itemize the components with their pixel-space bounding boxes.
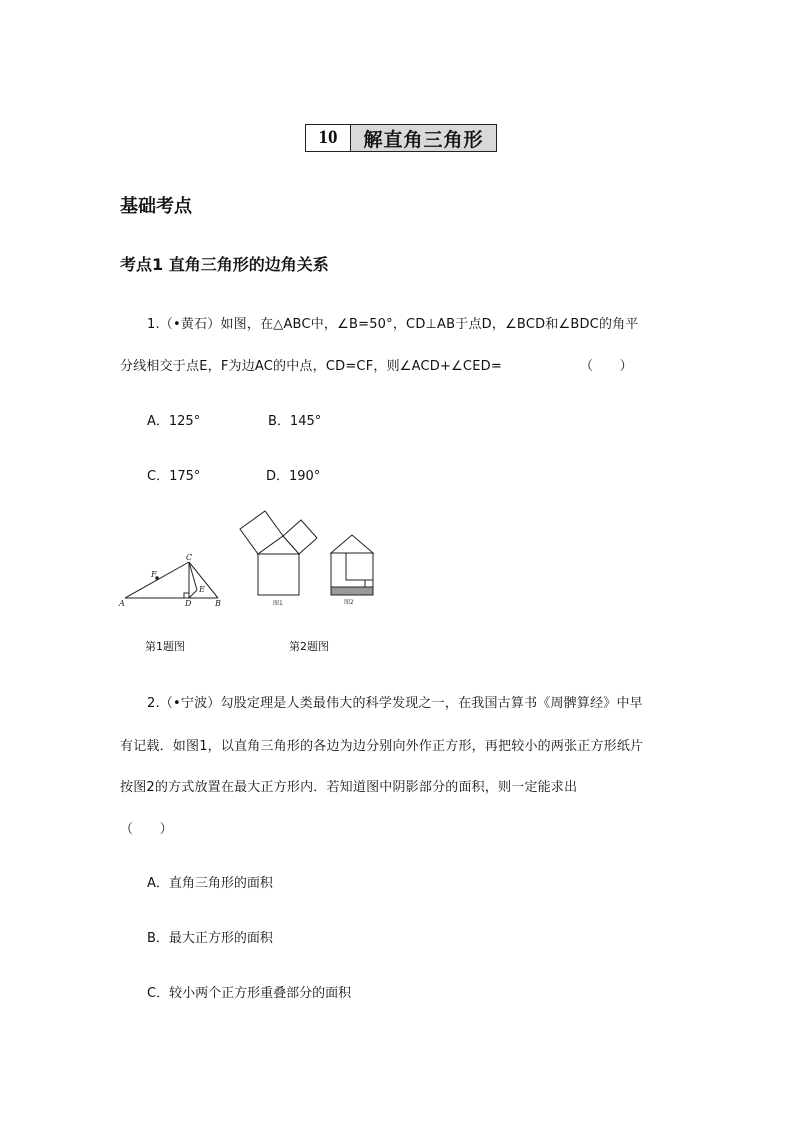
q1-triangle-figure bbox=[115, 550, 230, 612]
caption-figure-1: 第1题图 bbox=[145, 640, 185, 653]
section-heading: 基础考点 bbox=[120, 196, 192, 217]
label-c: C bbox=[186, 553, 193, 562]
roof-triangle bbox=[331, 535, 373, 553]
q2-line2: 有记载．如图1，以直角三角形的各边为边分别向外作正方形，再把较小的两张正方形纸片 bbox=[120, 739, 644, 754]
q1-option-a: A．125° bbox=[147, 414, 201, 429]
label-b: B bbox=[215, 599, 221, 608]
right-inner-square bbox=[346, 553, 373, 580]
q2-option-b: B．最大正方形的面积 bbox=[147, 931, 273, 946]
label-f: F bbox=[151, 570, 157, 579]
topic-heading: 考点1 直角三角形的边角关系 bbox=[120, 255, 329, 274]
label-a: A bbox=[119, 599, 125, 608]
label-e: E bbox=[199, 585, 205, 594]
chapter-title-box bbox=[305, 124, 497, 152]
q2-line4: （ ） bbox=[120, 822, 173, 837]
q1-option-b: B．145° bbox=[268, 414, 322, 429]
bisector-de bbox=[189, 590, 197, 598]
caption-figure-2: 第2题图 bbox=[289, 640, 329, 653]
q2-line1: 2.（•宁波）勾股定理是人类最伟大的科学发现之一，在我国古算书《周髀算经》中早 bbox=[147, 696, 643, 711]
shaded-region bbox=[331, 587, 373, 595]
q2-option-a: A．直角三角形的面积 bbox=[147, 876, 273, 891]
chapter-title: 解直角三角形 bbox=[351, 125, 496, 151]
fig-label-2: 图2 bbox=[344, 599, 354, 606]
q1-option-d: D．190° bbox=[266, 469, 321, 484]
right-angle-mark bbox=[184, 593, 189, 598]
chapter-number: 10 bbox=[306, 125, 351, 151]
q2-figure-2 bbox=[328, 530, 378, 608]
fig-label-1: 图1 bbox=[273, 600, 283, 607]
q2-option-c: C．较小两个正方形重叠部分的面积 bbox=[147, 986, 352, 1001]
label-d: D bbox=[185, 599, 192, 608]
q1-line1: 1.（•黄石）如图，在△ABC中，∠B=50°，CD⊥AB于点D，∠BCD和∠BDC的角平 bbox=[147, 317, 639, 332]
q1-option-c: C．175° bbox=[147, 469, 201, 484]
q2-line3: 按图2的方式放置在最大正方形内．若知道图中阴影部分的面积，则一定能求出 bbox=[120, 780, 578, 795]
q2-figure-1 bbox=[233, 505, 328, 608]
q1-answer-blank: （ ） bbox=[580, 359, 633, 374]
side-ac bbox=[125, 562, 189, 598]
q1-line2: 分线相交于点E，F为边AC的中点，CD=CF，则∠ACD+∠CED= bbox=[120, 359, 502, 374]
large-square bbox=[258, 554, 299, 595]
